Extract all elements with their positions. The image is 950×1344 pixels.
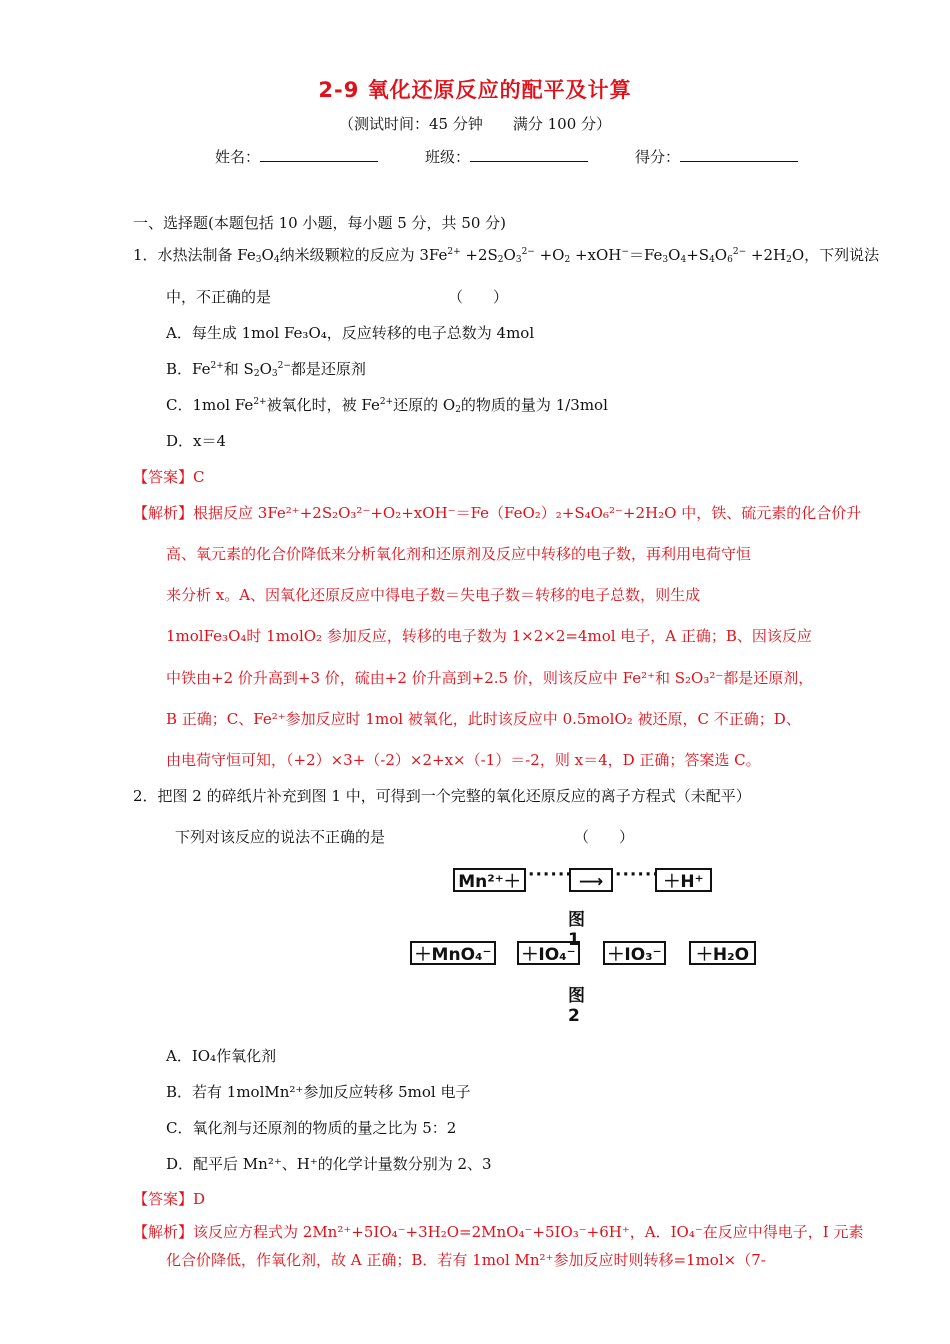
analysis-tag: 【解析】: [133, 504, 194, 522]
q2-stem: 2．把图 2 的碎纸片补充到图 1 中，可得到一个完整的氧化还原反应的离子方程式（未配平）: [133, 787, 751, 805]
q1-analysis-1: 【解析】根据反应 3Fe²⁺+2S₂O₃²⁻+O₂+xOH⁻＝Fe（FeO₂）₂+S₄O₆²⁻+2H₂O 中，铁、硫元素的化合价升: [133, 504, 862, 522]
fig1-dots-right: ······: [615, 865, 660, 885]
page-title: 2-9 氧化还原反应的配平及计算: [318, 78, 632, 102]
q2-analysis-2: 化合价降低，作氧化剂，故 A 正确；B．若有 1mol Mn²⁺参加反应时则转移=1mol×（7-: [166, 1251, 766, 1269]
name-field: [215, 146, 378, 167]
score-field: [635, 146, 798, 167]
q1-analysis-4: 1molFe₃O₄时 1molO₂ 参加反应，转移的电子数为 1×2×2=4mol 电子，A 正确；B、因该反应: [166, 627, 812, 645]
q2-stem-2: 下列对该反应的说法不正确的是: [175, 828, 386, 846]
q1-answer-paren: （ ）: [448, 288, 509, 306]
fig2-box-mno4: ＋MnO₄⁻: [410, 941, 496, 965]
fig1-box-mn: Mn²⁺＋: [453, 868, 526, 892]
fig1-label: 图 1: [568, 910, 585, 950]
q1-option-a: A．每生成 1mol Fe₃O₄，反应转移的电子总数为 4mol: [166, 324, 535, 342]
name-label: 姓名：: [215, 148, 261, 166]
q2-analysis-1: 【解析】该反应方程式为 2Mn²⁺+5IO₄⁻+3H₂O=2MnO₄⁻+5IO₃⁻+6H⁺，A．IO₄⁻在反应中得电子，I 元素: [133, 1223, 864, 1241]
fig1-dots-left: ······: [528, 865, 573, 885]
q1-answer: 【答案】C: [133, 468, 205, 486]
q1-analysis-7: 由电荷守恒可知，（+2）×3+（-2）×2+x×（-1）＝-2，则 x＝4，D 正确；答案选 C。: [166, 751, 761, 769]
fig2-label: 图 2: [568, 986, 585, 1026]
answer-tag: 【答案】: [133, 468, 194, 486]
fig1-box-h: ＋H⁺: [655, 868, 712, 892]
q2-answer-paren: （ ）: [574, 828, 635, 846]
q1-analysis-5: 中铁由+2 价升高到+3 价，硫由+2 价升高到+2.5 价，则该反应中 Fe²⁺和 S₂O₃²⁻都是还原剂，: [166, 669, 814, 687]
class-blank[interactable]: [470, 147, 588, 162]
q1-analysis-6: B 正确；C、Fe²⁺参加反应时 1mol 被氧化，此时该反应中 0.5molO₂ 被还原，C 不正确；D、: [166, 710, 801, 728]
q2-option-a: A．IO₄作氧化剂: [166, 1047, 277, 1065]
q1-stem-2: 中，不正确的是: [166, 288, 272, 306]
q1-option-c: C．1mol $Fe^{2+}$被氧化时，被 $Fe^{2+}$还原的 $O_2$的物质的量为 1/3mol: [166, 396, 608, 415]
score-blank[interactable]: [680, 147, 798, 162]
q2-answer: 【答案】D: [133, 1190, 206, 1208]
class-label: 班级：: [425, 148, 471, 166]
q2-option-b: B．若有 1molMn²⁺参加反应转移 5mol 电子: [166, 1083, 471, 1101]
q1-option-b: B．$Fe^{2+}$和 $S_2O_3^{2-}$都是还原剂: [166, 360, 366, 379]
score-label: 得分：: [635, 148, 681, 166]
fig2-box-io3: ＋IO₃⁻: [603, 941, 666, 965]
test-info: （测试时间：45 分钟 满分 100 分）: [338, 115, 612, 133]
q1-option-d: D．x＝4: [166, 432, 227, 450]
name-blank[interactable]: [260, 147, 378, 162]
fig1-arrow-box: ⟶: [569, 868, 613, 892]
q2-option-c: C．氧化剂与还原剂的物质的量之比为 5：2: [166, 1119, 457, 1137]
fig2-box-io4: ＋IO₄⁻: [517, 941, 580, 965]
analysis-tag: 【解析】: [133, 1223, 194, 1241]
q1-stem: 1．水热法制备 $Fe_3O_4$纳米级颗粒的反应为 $3Fe^{2+} +2S_2O_3^{2-} +O_2 +xOH^-=Fe_3O_4+S_4O_6^{2-} +2H_2O$，下列说法: [133, 246, 880, 265]
answer-tag: 【答案】: [133, 1190, 194, 1208]
q2-option-d: D．配平后 Mn²⁺、H⁺的化学计量数分别为 2、3: [166, 1155, 492, 1173]
class-field: [425, 146, 588, 167]
q1-analysis-3: 来分析 x。A、因氧化还原反应中得电子数＝失电子数＝转移的电子总数，则生成: [166, 586, 701, 604]
q1-analysis-2: 高、氧元素的化合价降低来分析氧化剂和还原剂及反应中转移的电子数，再利用电荷守恒: [166, 545, 752, 563]
section-heading: 一、选择题(本题包括 10 小题，每小题 5 分，共 50 分): [133, 214, 507, 232]
fig2-box-h2o: ＋H₂O: [689, 941, 756, 965]
